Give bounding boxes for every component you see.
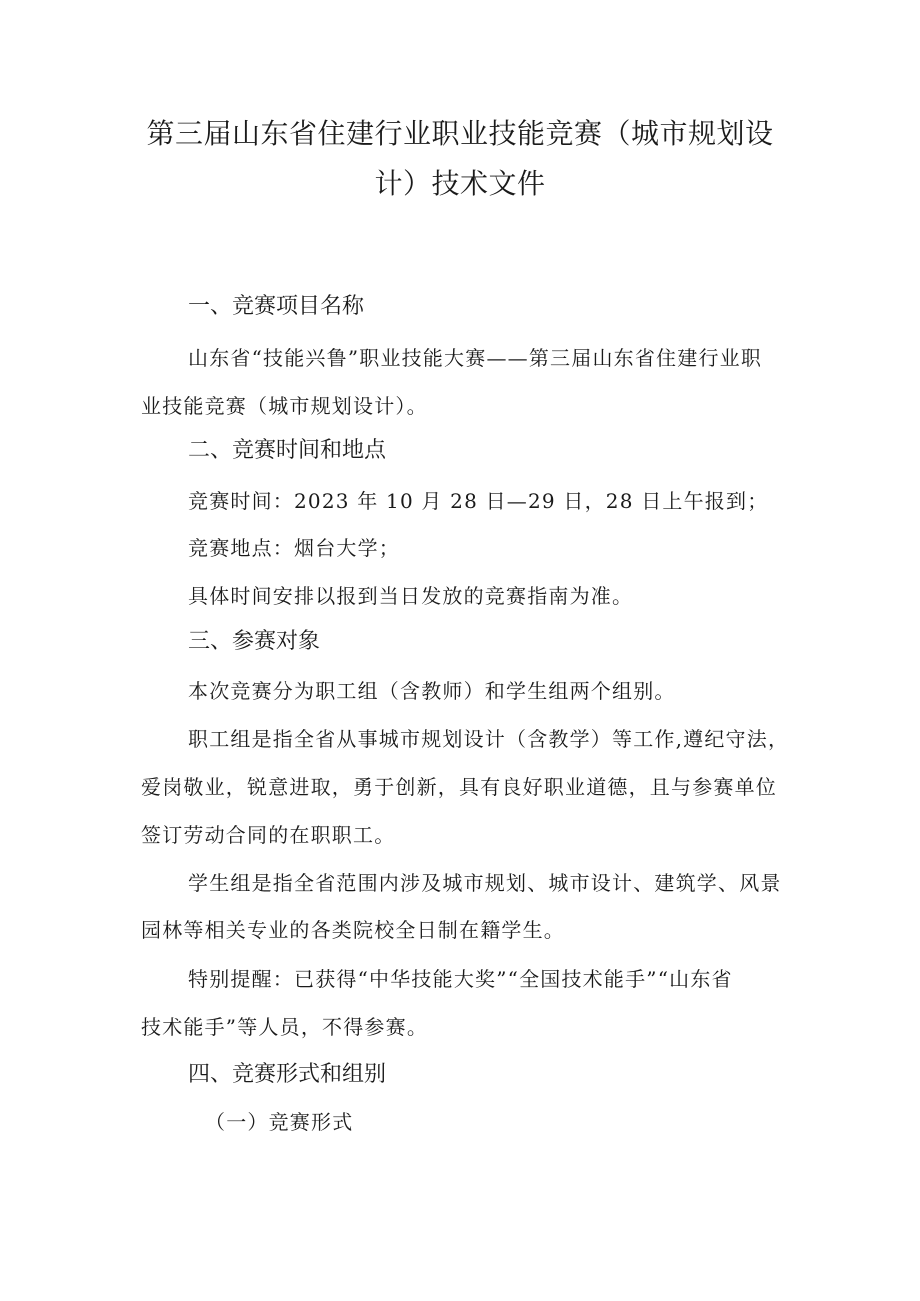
document-title-line-2: 计）技术文件 (374, 167, 546, 200)
competition-time: 竞赛时间：2023 年 10 月 28 日—29 日，28 日上午报到； (188, 489, 769, 513)
schedule-note: 具体时间安排以报到当日发放的竞赛指南为准。 (188, 584, 634, 608)
competition-place: 竞赛地点：烟台大学； (188, 536, 400, 560)
section-heading-4: 四、竞赛形式和组别 (188, 1062, 387, 1087)
paragraph-line: 职工组是指全省从事城市规划设计（含教学）等工作,遵纪守法， (188, 727, 790, 751)
section-heading-3: 三、参赛对象 (188, 629, 321, 654)
paragraph-line: 技术能手”等人员，不得参赛。 (141, 1015, 429, 1039)
subsection-heading: （一）竞赛形式 (205, 1110, 354, 1134)
paragraph-line: 山东省“技能兴鲁”职业技能大赛——第三届山东省住建行业职 (188, 346, 763, 370)
paragraph-line: 业技能竞赛（城市规划设计）。 (141, 394, 428, 418)
paragraph-line: 签订劳动合同的在职职工。 (141, 823, 396, 847)
document-title-line-1: 第三届山东省住建行业职业技能竞赛（城市规划设 (146, 117, 774, 150)
section-heading-2: 二、竞赛时间和地点 (188, 438, 387, 463)
special-reminder: 特别提醒：已获得“中华技能大奖”“全国技术能手”“山东省 (188, 967, 733, 991)
paragraph-line: 爱岗敬业，锐意进取，勇于创新，具有良好职业道德，且与参赛单位 (141, 775, 777, 799)
paragraph-line: 园林等相关专业的各类院校全日制在籍学生。 (141, 918, 565, 942)
section-heading-1: 一、竞赛项目名称 (188, 294, 365, 319)
paragraph-line: 本次竞赛分为职工组（含教师）和学生组两个组别。 (188, 679, 676, 703)
paragraph-line: 学生组是指全省范围内涉及城市规划、城市设计、建筑学、风景 (188, 871, 782, 895)
